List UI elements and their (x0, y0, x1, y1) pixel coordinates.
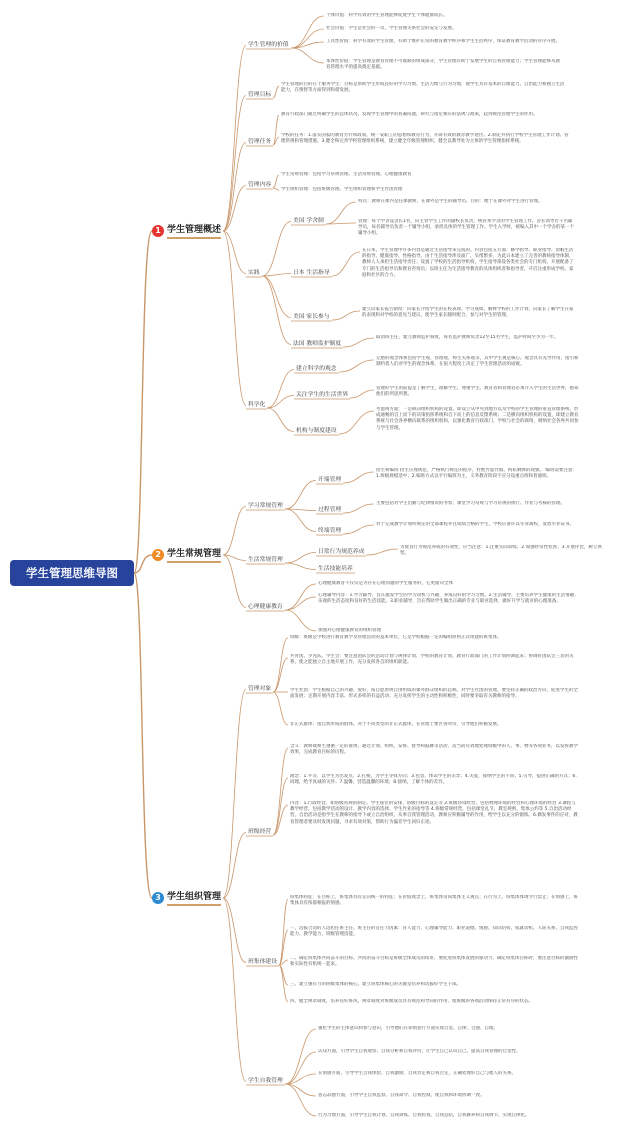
leaf-value-3: 工具性价值：科学有效的学生管理，有助于维护正常的教育教学秩序和学生生活秩序，保证教育教学活动的有序开展。 (326, 39, 560, 44)
number-badge-1: 1 (152, 225, 164, 237)
node-start-manage[interactable]: 开端管理 (318, 477, 342, 483)
leaf-class-building-4: 三、建立强有力的班级集体的核心。建立班集体核心的关键是培养和选拔好学生干部。 (290, 982, 461, 987)
connector-line (343, 504, 374, 513)
connector-line (223, 46, 246, 232)
leaf-class-operation-3: 内容：1.行政经营，如班级常规的制定、学生座位的安排、班级目标的设定等 2.班级环境经营，包括物理环境的经营和心理环境的经营 3.课程与教学经营，包括教学活动的设计、教学内容的选择、学生作业的指导等 4.班级常规经营，包括课堂礼节、教室规则、集体公约等 5.自治活动经营，自治活动是指学生在教师的指导下或立自治组织，从事自我管理活动，教师应积极辅导的作用，给学生以充分的锻炼。6.偶发事件的应对，教育管理者要及时发现问题，寻求有效对策，帮助行为偏差学生回归正途。 (290, 801, 578, 825)
connector-line (273, 86, 279, 98)
connector-line (343, 525, 374, 534)
leaf-goal-1: 学生管理的目的在于服务学生：目标是帮助学生形成良好的学习习惯、生活习惯与行为习惯，使学生具有基本的自理能力、自治能力和独立生活能力，在情智等方面得到和谐发展。 (281, 82, 565, 94)
node-self-manage[interactable]: 学生自我管理 (248, 1078, 283, 1084)
connector-line (273, 188, 279, 190)
connector-line (273, 748, 288, 835)
node-japan-guidance[interactable]: 日本 生活指导 (293, 270, 330, 276)
connector-line (339, 360, 374, 372)
node-practice[interactable]: 实践 (248, 270, 260, 276)
connector-line (267, 396, 294, 409)
node-manage-object[interactable]: 管理对象 (248, 686, 272, 692)
branch-organization[interactable] (152, 890, 221, 906)
leaf-usa-parents-1: 建立向家长报告制度：向家长介绍学生的在校表现、学习成绩，解释学校的工作计划，向家长了解学生在家的表现和对学校的意见与建议，使学生家长随时配合、参与对学生的管理。 (362, 307, 574, 319)
node-goal[interactable]: 管理目标 (248, 92, 272, 98)
leaf-manage-object-4: 非正式群体：指自然形成的群体。对于不同类型的非正式群体，在管理上要区别对待，引导他们积极发展。 (290, 722, 502, 727)
node-usa-parents[interactable]: 美国 家长参与 (293, 314, 330, 320)
leaf-process-manage-1: 主要包括对学生出勤与纪律情况的考察，课堂学习常规与学习常规的执行、作业与考核的管理。 (376, 501, 565, 506)
leaf-institution-1: 考虑两方面：一是纵向组织机构的设置。即设立从中央到地方以及学校的学生管理的垂直管理系统，形成通畅的自上而下的决策指挥系统和自下而上的信息反馈系统；二是横向组织机构的设置，即建立教育系统与社会各界横向联系的组织机构，以强化教育行政部门、学校与社会的联络，吸纳社会各界共同参与学生管理。 (376, 407, 579, 431)
leaf-mental-health-2: 心理辅导内容：1.学习辅导，旨在激发学生的学习动机与兴趣，养成良好的学习习惯。2.生活辅导，主要培养学生健康的生活情趣、乐观的生活态度和良好的生活技能。3.职业辅导，旨在帮助学生做出正确的专业与职业选择，做好升学与就业的心理准备。 (318, 593, 579, 605)
node-class-operation[interactable]: 班级经营 (248, 829, 272, 835)
node-class-building[interactable]: 班集体建设 (248, 959, 277, 965)
node-usa-house[interactable]: 美国 学舍制 (293, 218, 324, 224)
connector-line (223, 555, 246, 561)
number-badge-3: 3 (152, 892, 164, 904)
leaf-value-1: 个体价值：科学有效的学生管理能够促使学生个体健康成长。 (326, 13, 448, 18)
connector-line (223, 898, 246, 963)
connector-line (326, 202, 356, 224)
connector-line (223, 555, 246, 608)
branch-routine[interactable] (152, 547, 221, 563)
branch-overview[interactable] (152, 223, 221, 239)
leaf-value-4: 本体性价值：学生管理是教育管理不可或缺的组成部分，学生管理有助于发展学生的自我管理能力；学生管理能够从教育管理水平的提高奠定基础。 (326, 59, 560, 71)
connector-line (223, 507, 246, 556)
node-life-world[interactable]: 关注学生的生活世界 (296, 392, 349, 398)
leaf-task-2: 学校的任务：1.落实国家的教育方针和政策，统一安职工的思想和教育行为，开辟有效的教育教学途径。2.制定并执行学校学生管理工作计划、管理常规和管理措施。3.健全和完善学校管理组织系统，建立健全年级管理组织，健全以教导处为主体的学生管理指挥系统。 (281, 133, 569, 145)
root-node[interactable]: 学生管理思维导图 (10, 560, 134, 586)
connector-line (223, 231, 246, 406)
leaf-start-manage-1: 招生和编班 招生应理规范，严格执行规定的程序，杜绝弄虚作假、徇私舞弊的现象。 编班需要注意：1.班级规模适中；2.编班方式以平行编班为主，义务教育阶段不应分设重点班和普通班。 (376, 468, 577, 480)
connector-line (223, 833, 246, 899)
connector-line (332, 311, 360, 320)
connector-line (273, 692, 288, 725)
root-connector-line (134, 231, 152, 573)
branch-label-routine: 学生常规管理 (167, 548, 221, 563)
connector-line (285, 1084, 316, 1116)
leaf-task-1: 教育行政部门通过明确学生的总体状况，发现学生管理中的普遍问题，研究与指定相应的法规与政策，起到规范管理学生的作用。 (281, 112, 538, 117)
node-behavior-norm[interactable]: 日常行为规范养成 (318, 549, 365, 555)
leaf-usa-house-1: 特点：教师在课内是任课教师，在课外是学生的辅导员。目的：便于在课外对学生进行管理。 (358, 199, 543, 204)
leaf-class-operation-1: 含义：教师或师生遵循一定的准则，通过计划、组织、安排、督导和鼓舞等活动，适当而有效地处理班级中的人、事、物等各项业务，以发挥教学效果，完成教育目标的历程。 (290, 744, 578, 756)
leaf-manage-object-2: 共青团、少先队、学生会：要注意团队会的活动计划与规律计划、学校的教育计划、教育行政部门的工作计划协调起来；协调好团队会三者的关系，使之能独立自主地开展工作，充分发挥各自的组织职能。 (290, 654, 574, 666)
leaf-class-building-1: 班集体特征：在目标上，班集体具有定向统一的特征；在价值观念上，班集体崇尚集体主义观点；在行为上，班集体体现令行禁止；在情感上，班集体具有浓郁相报的情感。 (290, 895, 578, 907)
node-scientific-concept[interactable]: 建立科学的观念 (296, 366, 337, 372)
node-content[interactable]: 管理内容 (248, 182, 272, 188)
node-france-tutor[interactable]: 法国 教师监护制度 (293, 341, 342, 347)
connector-line (285, 553, 316, 564)
connector-line (285, 1029, 316, 1084)
leaf-self-manage-1: 强化学生的主体意识和参与意识，引导他们在知情意行方面实现自觉、自律、自强、自理。 (318, 1026, 498, 1031)
leaf-value-2: 社会价值：学生是社会的一员，学生管理关系社会的安定与发展。 (326, 26, 457, 31)
node-process-manage[interactable]: 过程管理 (318, 507, 342, 513)
node-scientific[interactable]: 科学化 (248, 402, 266, 408)
node-value[interactable]: 学生管理的价值 (248, 42, 289, 48)
node-study-routine[interactable]: 学习常规管理 (248, 503, 283, 509)
leaf-manage-object-3: 学生社团：学生根据自己的兴趣、爱好，按自愿原则自由组成的课外群众组织的总称。对学生社团的管理，要坚持正确的政治方向，促进学生的全面发展；定期开展内容丰富、形式多样的有益活动；充分发挥学生的主动性和积极性，同时要争取有关教师的指导。 (290, 688, 578, 700)
connector-line (285, 610, 316, 631)
connector-line (285, 563, 316, 570)
leaf-mental-health-1: 心理健康教育不仅仅是为存在心理问题的学生服务的，它更面向全体 (318, 581, 453, 586)
leaf-self-manage-5: 行为习惯方面，引导学生自我计划、自我训练、自我检查、自我总结，自我修养和自我调节，实现自律化。 (318, 1113, 530, 1118)
connector-line (343, 338, 374, 347)
leaf-self-manage-4: 意志品德方面，引导学生自我监督、自我命令、自我控制，使自我和环境协调一致。 (318, 1093, 485, 1098)
connector-line (332, 252, 360, 276)
leaf-self-manage-2: 认知方面，引导学生自我观察、自我分析和自我评价，让学生自己认识自己，提高自我管理的自觉性。 (318, 1049, 521, 1054)
connector-line (339, 411, 374, 434)
connector-line (291, 16, 324, 48)
branch-label-overview: 学生管理概述 (167, 224, 221, 239)
connector-line (285, 509, 316, 532)
connector-line (262, 222, 291, 277)
leaf-france-tutor-1: 取消班主任，建立教师监护制度，每名监护教师负责12至15名学生，监护时间至少为一年。 (376, 335, 559, 340)
leaf-class-building-3: 二、确定班集体共同奋斗的目标。共同的奋斗目标是班级全体成员的纽带，要促进班集体发展的驱动力。确定班集体目标时，要注意目标的激励性和实际性有机统一起来。 (290, 956, 578, 968)
root-connector-line (134, 573, 152, 898)
leaf-mental-health-3: 加强对心理健康教育的组织管理 (318, 628, 381, 633)
connector-line (350, 390, 374, 398)
connector-line (285, 584, 316, 610)
connector-line (285, 481, 316, 510)
leaf-class-operation-2: 理念：1.平等，以学生为出发点；2.扎根，为学生寻找方向；3.包容，体谅学生的差异；4.关爱，接纳学生的不同；5.引导，提供正确的方式；6.同理，给予真诚的关怀；7.温馨，营造温馨的环境；8.接纳，了解个体的差异。 (290, 774, 577, 786)
leaf-manage-object-1: 班级：班级是学校进行教育教学及管理活动的基本单位，它是学校根据一定的编组原则正式组建的班集体。 (290, 635, 502, 640)
connector-line (285, 1084, 316, 1096)
number-badge-2: 2 (152, 549, 164, 561)
leaf-life-world-1: 管理好学生的前提是了解学生，理解学生，尊重学生。教育者和管理者必须介入学生的生活世界，感知他们的所思所想。 (376, 386, 579, 398)
leaf-scientific-concept-1: 完整的观念体系包括学生观、管理观、师生关系观等，其中学生观是核心。观念具有先导作用，指引和制约着人们对学生的观念体系，在很大程度上决定了学生管理活动的成败。 (376, 356, 579, 368)
branch-label-organization: 学生组织管理 (167, 891, 221, 906)
leaf-end-manage-1: 对于完成教学计划所规定的全部课程并且成绩合格的学生，学校应准许其毕业离校，发放毕业证书。 (376, 522, 574, 527)
connector-line (343, 472, 374, 483)
leaf-content-1: 学生常规管理：包括学习常规管理、生活常规管理、心理健康教育 (281, 172, 412, 177)
connector-line (223, 898, 246, 1082)
connector-line (273, 175, 279, 188)
leaf-self-manage-3: 在情感方面，引导学生自我体验、自我激励、自我肯定和自我否定，正确处理好自己与他人的关系。 (318, 1071, 516, 1076)
connector-line (366, 549, 398, 555)
node-life-skill[interactable]: 生活技能培养 (318, 566, 353, 572)
leaf-class-building-2: 一、选拔合适的人选担任班主任。班主任的首任力因素：育人能力、心理辅导能力、职业道德、情感、知识结构、成就动机、人际关系、自我监控能力、教学能力、班级管理技能。 (290, 926, 578, 938)
leaf-content-2: 学生组织管理：包括班级管理、学生组织管理和学生社团管理 (281, 187, 403, 192)
connector-line (291, 48, 324, 63)
connector-line (223, 96, 246, 232)
node-task[interactable]: 管理任务 (248, 139, 272, 145)
connector-line (267, 408, 294, 432)
leaf-japan-guidance-1: 在日本，学生管理中许多内容是通过生活指导来完成的。内容包括五方面：修学指导、职业指导、余暇生活的指导、健康指导、性格指导。由于生活指导涉及面广，头绪繁多，为此日本建立了完善的教师指导体制，教师人人承担生活指导责任；设置了学校的生活指导机构，学生指导部设各类社会的专门机构，开展配备了专门的生活指导员和教育咨询员；以班主任为生活指导教育的具体组织者和指导者，开启注重形成学校、家庭和社区的合力。 (362, 248, 574, 278)
node-end-manage[interactable]: 终端管理 (318, 528, 342, 534)
node-mental-health[interactable]: 心理健康教育 (248, 604, 283, 610)
connector-line (285, 597, 316, 610)
leaf-class-building-5: 四、健全规章制度，培养良好班风。规章制度对班级成员具有规范和导向的作用，使班级的各项活动保持正常有序的状态。 (290, 999, 533, 1004)
connector-line (273, 638, 288, 692)
leaf-behavior-norm-1: 为使良行为规范养成的有效性，应当注意：1.注重实际训练；2.加强经常性检查；3.开展评比，树立典型。 (400, 545, 602, 557)
leaf-usa-house-2: 管理：每个学舍设舍长1名，向主管学生工作的副校长负责，统管本学舍的学生管理工作。舍长领导若干名辅导员，每名辅导员负责一个辅导小组，承担具体的学生管理工作。学生入学时，被编入其中一个学舍的某一个辅导小组。 (358, 219, 574, 237)
node-institution[interactable]: 机构与制度建设 (296, 428, 337, 434)
node-life-routine[interactable]: 生活常规管理 (248, 557, 283, 563)
connector-line (262, 276, 291, 345)
